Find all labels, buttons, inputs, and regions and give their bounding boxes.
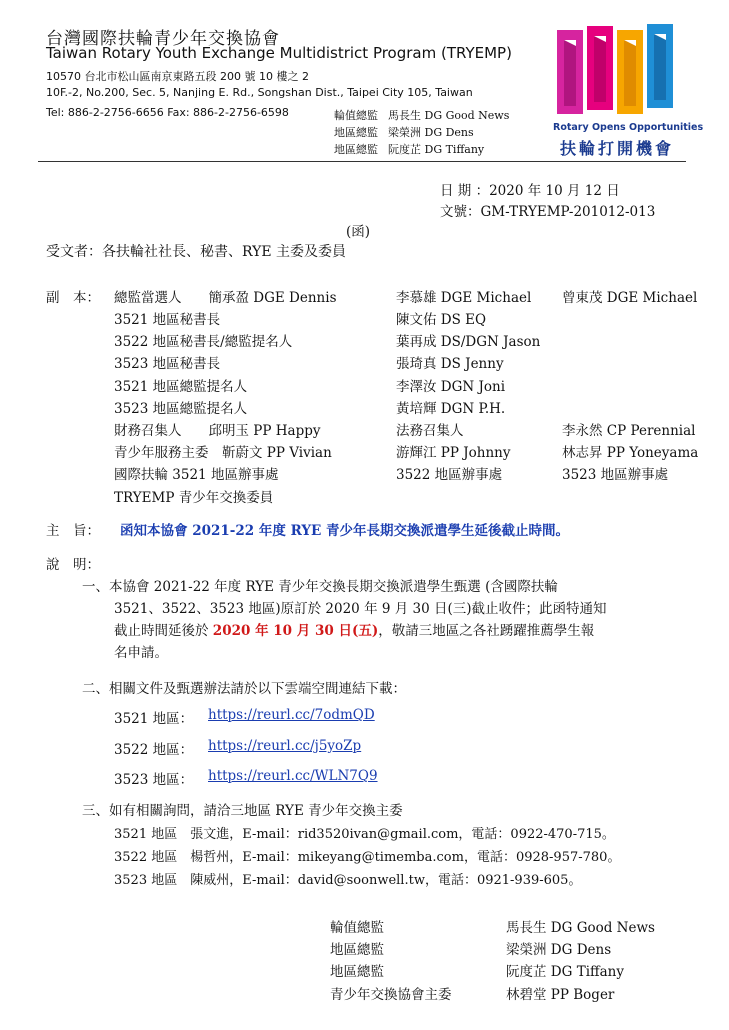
cc-entry: 張琦真 DS Jenny xyxy=(396,356,504,372)
contact-line: 3521 地區 張文進，E-mail：rid3520ivan@gmail.com，電話：0922-470-715。 xyxy=(114,827,615,842)
cc-entry: 總監當選人 簡承盈 DGE Dennis xyxy=(114,290,337,306)
logo-tagline: Rotary Opens Opportunities xyxy=(553,122,704,133)
item1-line: 3521、3522、3523 地區)原訂於 2020 年 9 月 30 日(三)截止收件；此函特通知 xyxy=(114,601,607,617)
cc-entry: 李澤汝 DGN Joni xyxy=(396,379,506,395)
signature-title: 青少年交換協會主委 xyxy=(330,987,452,1003)
doc-number: 文號：GM-TRYEMP-201012-013 xyxy=(440,204,656,220)
signature-name: 馬長生 DG Good News xyxy=(506,920,655,936)
doc-type: (函) xyxy=(346,224,371,240)
contact-line: 3523 地區 陳威州，E-mail：david@soonwell.tw，電話：0921-939-605。 xyxy=(114,873,582,888)
cc-label: 副 本： xyxy=(46,290,100,306)
cc-entry: 國際扶輪 3521 地區辦事處 xyxy=(114,467,279,483)
cc-entry: 3521 地區秘書長 xyxy=(114,312,221,328)
header-officer-title: 地區總監 xyxy=(334,126,378,139)
cc-entry: 3521 地區總監提名人 xyxy=(114,379,248,395)
header-officer-name: 阮度芷 DG Tiffany xyxy=(388,143,485,156)
download-link[interactable]: https://reurl.cc/j5yoZp xyxy=(208,738,362,754)
signature-name: 林碧堂 PP Boger xyxy=(506,987,615,1003)
download-link[interactable]: https://reurl.cc/WLN7Q9 xyxy=(208,768,378,784)
signature-title: 地區總監 xyxy=(330,964,384,980)
contact-line: 3522 地區 楊哲州，E-mail：mikeyang@timemba.com，電話：0928-957-780。 xyxy=(114,850,621,865)
item1-line3-pre: 截止時間延後於 xyxy=(114,623,213,639)
cc-entry: 3522 地區辦事處 xyxy=(396,467,503,483)
door-orange xyxy=(617,30,643,114)
download-link[interactable]: https://reurl.cc/7odmQD xyxy=(208,707,375,723)
header-divider xyxy=(38,161,686,162)
cc-entry: 財務召集人 邱明玉 PP Happy xyxy=(114,423,321,439)
cc-entry: 林志昇 PP Yoneyama xyxy=(562,445,699,461)
cc-entry: 曾東茂 DGE Michael xyxy=(562,290,698,306)
cc-entry: 3523 地區秘書長 xyxy=(114,356,221,372)
door-magenta xyxy=(557,30,583,114)
rotary-doors-logo xyxy=(553,22,683,120)
phone-fax: Tel: 886-2-2756-6656 Fax: 886-2-2756-6598 xyxy=(46,106,289,119)
door-pink xyxy=(587,26,613,110)
header-officer-name: 梁榮洲 DG Dens xyxy=(388,126,474,139)
cc-entry: 青少年服務主委 靳蔚文 PP Vivian xyxy=(114,445,332,461)
recipient-line: 受文者：各扶輪社社長、秘書、RYE 主委及委員 xyxy=(46,244,347,260)
cc-entry: 游輝江 PP Johnny xyxy=(396,445,511,461)
description-label: 說 明： xyxy=(46,557,100,573)
item1-line3 xyxy=(114,619,594,639)
item1-line3-post: ，敬請三地區之各社踴躍推薦學生報 xyxy=(378,623,595,639)
cc-entry: 3523 地區辦事處 xyxy=(562,467,669,483)
doc-date: 日 期 ：2020 年 10 月 12 日 xyxy=(440,183,620,199)
cc-entry: 3523 地區總監提名人 xyxy=(114,401,248,417)
cc-entry: 法務召集人 xyxy=(396,423,464,439)
item1-line: 一、本協會 2021-22 年度 RYE 青少年交換長期交換派遣學生甄選 (含國際扶輪 xyxy=(82,579,558,595)
header-officer-title: 地區總監 xyxy=(334,143,378,156)
link-district: 3522 地區： xyxy=(114,742,194,758)
cc-entry: 葉再成 DS/DGN Jason xyxy=(396,334,541,350)
address-zh: 10570 台北市松山區南京東路五段 200 號 10 樓之 2 xyxy=(46,70,309,83)
signature-name: 阮度芷 DG Tiffany xyxy=(506,964,624,980)
cc-entry: TRYEMP 青少年交換委員 xyxy=(114,490,274,506)
signature-name: 梁榮洲 DG Dens xyxy=(506,942,612,958)
item2-text: 二、相關文件及甄選辦法請於以下雲端空間連結下載： xyxy=(82,681,406,697)
cc-entry: 陳文佑 DS EQ xyxy=(396,312,487,328)
signature-title: 地區總監 xyxy=(330,942,384,958)
header-officer-title: 輪值總監 xyxy=(334,109,378,122)
cc-entry: 黃培輝 DGN P.H. xyxy=(396,401,506,417)
cc-entry: 3522 地區秘書長/總監提名人 xyxy=(114,334,293,350)
signature-title: 輪值總監 xyxy=(330,920,384,936)
subject-label: 主 旨： xyxy=(46,523,100,539)
link-district: 3521 地區： xyxy=(114,711,194,727)
org-name-en: Taiwan Rotary Youth Exchange Multidistrict Program (TRYEMP) xyxy=(46,44,512,62)
subject-text: 函知本協會 2021-22 年度 RYE 青少年長期交換派遣學生延後截止時間。 xyxy=(120,523,569,539)
logo-tagline-zh: 扶輪打開機會 xyxy=(560,139,675,158)
deadline-highlight: 2020 年 10 月 30 日(五) xyxy=(212,623,379,639)
org-name-zh: 台灣國際扶輪青少年交換協會 xyxy=(46,29,280,49)
door-blue xyxy=(647,24,673,108)
link-district: 3523 地區： xyxy=(114,772,194,788)
address-en: 10F.-2, No.200, Sec. 5, Nanjing E. Rd., Songshan Dist., Taipei City 105, Taiwan xyxy=(46,86,473,99)
item3-text: 三、如有相關詢問，請洽三地區 RYE 青少年交換主委 xyxy=(82,803,403,819)
cc-entry: 李慕雄 DGE Michael xyxy=(396,290,532,306)
header-officer-name: 馬長生 DG Good News xyxy=(388,109,510,122)
cc-entry: 李永然 CP Perennial xyxy=(562,423,696,439)
item1-line: 名申請。 xyxy=(114,645,168,661)
